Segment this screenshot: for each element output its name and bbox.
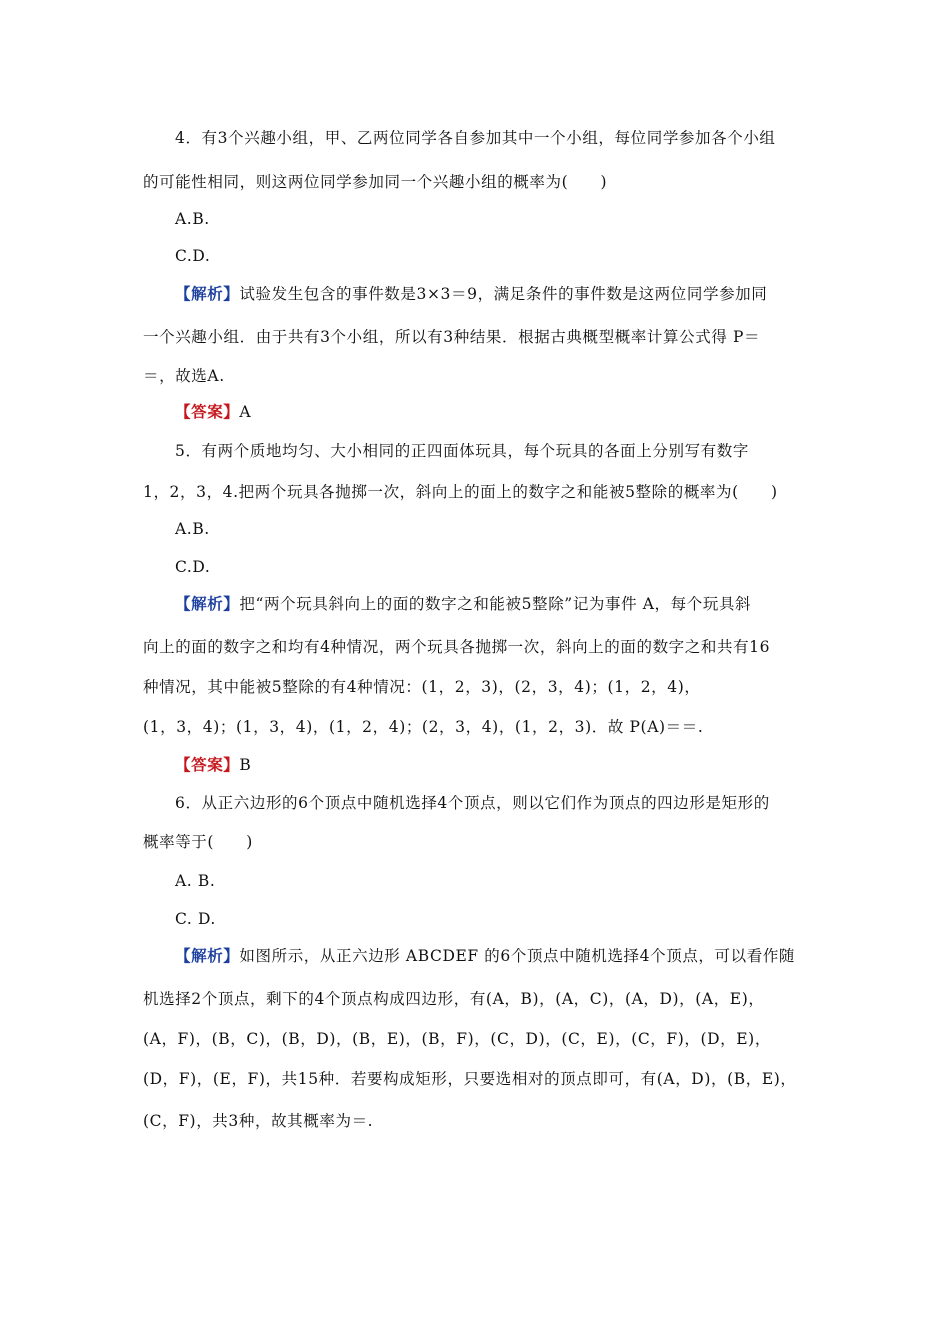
analysis-tag: 【解析】: [175, 594, 240, 613]
q6-options-ab: A. B.: [175, 872, 216, 890]
q6-analysis-line2: 机选择2个顶点，剩下的4个顶点构成四边形，有(A，B)，(A，C)，(A，D)，(A，E)，: [143, 990, 765, 1008]
q4-stem-line1: 4．有3个兴趣小组，甲、乙两位同学各自参加其中一个小组，每位同学参加各个小组: [175, 129, 776, 147]
q5-analysis-line2: 向上的面的数字之和均有4种情况，两个玩具各抛掷一次，斜向上的面的数字之和共有16: [143, 638, 771, 656]
q5-options-ab: A.B.: [175, 520, 210, 538]
q4-analysis-line3: ＝，故选A.: [143, 367, 225, 385]
q6-analysis-line4: (D，F)，(E，F)，共15种．若要构成矩形，只要选相对的顶点即可，有(A，D)，(B，E)，: [143, 1070, 797, 1088]
q4-analysis-line1: [175, 283, 845, 305]
q5-answer: B: [239, 756, 252, 774]
q4-answer-line: [175, 401, 845, 423]
q5-analysis-line4: (1，3，4)；(1，3，4)，(1，2，4)；(2，3，4)，(1，2，3)．故 P(A)＝＝.: [143, 718, 704, 736]
analysis-tag: 【解析】: [175, 284, 240, 303]
answer-tag: 【答案】: [175, 402, 240, 421]
q5-options-cd: C.D.: [175, 558, 211, 576]
answer-tag: 【答案】: [175, 755, 240, 774]
q5-answer-line: [175, 754, 845, 776]
q4-analysis-line2: 一个兴趣小组．由于共有3个小组，所以有3种结果．根据古典概型概率计算公式得 P＝: [143, 328, 761, 346]
q5-stem-line1: 5．有两个质地均匀、大小相同的正四面体玩具，每个玩具的各面上分别写有数字: [175, 442, 749, 460]
q6-stem-line1: 6．从正六边形的6个顶点中随机选择4个顶点，则以它们作为顶点的四边形是矩形的: [175, 794, 770, 812]
q4-analysis-text1: 试验发生包含的事件数是3×3＝9，满足条件的事件数是这两位同学参加同: [239, 285, 768, 303]
q6-analysis-line5: (C，F)，共3种，故其概率为＝.: [143, 1112, 374, 1130]
q4-stem-line2: 的可能性相同，则这两位同学参加同一个兴趣小组的概率为( ): [143, 173, 608, 191]
analysis-tag: 【解析】: [175, 946, 240, 965]
q6-analysis-line3: (A，F)，(B，C)，(B，D)，(B，E)，(B，F)，(C，D)，(C，E)，(C，F)，(D，E)，: [143, 1030, 771, 1048]
q5-analysis-text1: 把“两个玩具斜向上的面的数字之和能被5整除”记为事件 A，每个玩具斜: [239, 595, 752, 613]
q4-options-ab: A.B.: [175, 210, 210, 228]
q6-options-cd: C. D.: [175, 910, 216, 928]
q5-stem-line2: 1，2，3，4.把两个玩具各抛掷一次，斜向上的面上的数字之和能被5整除的概率为( ): [143, 483, 778, 501]
q5-analysis-line3: 种情况，其中能被5整除的有4种情况：(1，2，3)，(2，3，4)；(1，2，4)，: [143, 678, 701, 696]
q5-analysis-line1: [175, 593, 845, 615]
q6-analysis-line1: [175, 945, 845, 967]
q4-answer: A: [239, 403, 252, 421]
q6-analysis-text1: 如图所示，从正六边形 ABCDEF 的6个顶点中随机选择4个顶点，可以看作随: [239, 947, 796, 965]
q6-stem-line2: 概率等于( ): [143, 833, 253, 851]
q4-options-cd: C.D.: [175, 247, 211, 265]
